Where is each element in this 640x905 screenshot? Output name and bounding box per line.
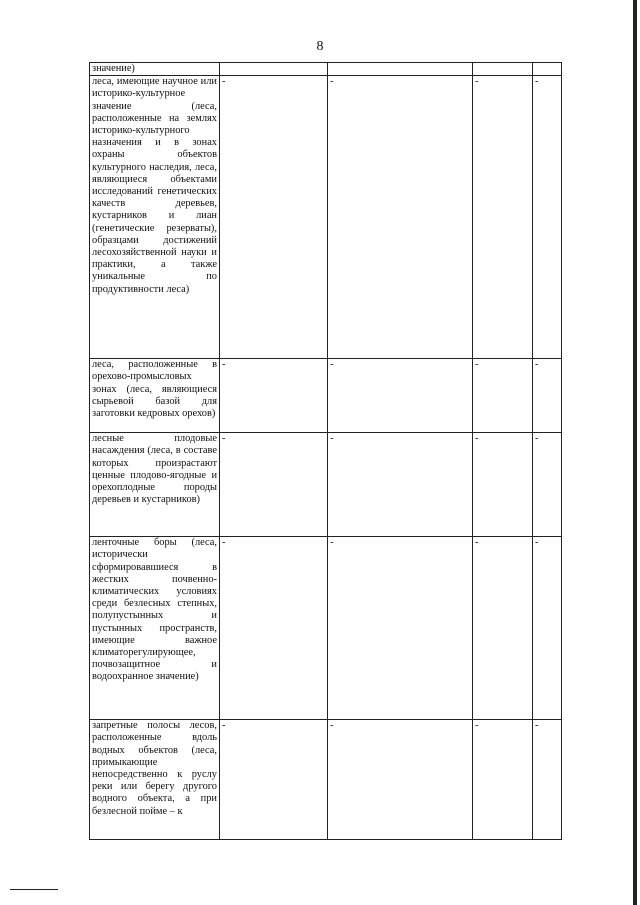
value-cell: -: [220, 433, 328, 537]
table-row: [90, 359, 562, 433]
forest-category-cell: [90, 76, 220, 359]
forest-category-text: ленточные боры (леса, исторически сформировавшиеся в жестких почвенно-климатических условиях среди безлесных степных, полупустынных и пустынных пространств, имеющие важное климаторегулирующее, почвозащитное и водоохранное значение): [92, 537, 217, 683]
value-cell: [220, 63, 328, 76]
table-row: [90, 76, 562, 359]
value-cell: [328, 63, 473, 76]
forest-category-cell: [90, 433, 220, 537]
forest-category-text: леса, имеющие научное или историко-культурное значение (леса, расположенные на землях историко-культурного назначения и в зонах охраны объектов культурного наследия, леса, являющиеся объектами исследований генетических качеств деревьев, кустарников и лиан (генетические резерваты), образцами достижений лесохозяйственной науки и практики, а также уникальные по продуктивности леса): [92, 76, 217, 295]
value-cell: -: [220, 720, 328, 840]
value-cell: -: [328, 720, 473, 840]
forest-category-cell: [90, 63, 220, 76]
value-cell: -: [473, 359, 533, 433]
value-cell: -: [328, 76, 473, 359]
table-row: [90, 63, 562, 76]
scan-edge-line: [633, 0, 637, 905]
value-cell: -: [473, 537, 533, 720]
value-cell: -: [533, 720, 562, 840]
value-cell: [473, 63, 533, 76]
value-cell: -: [328, 359, 473, 433]
forest-category-cell: [90, 537, 220, 720]
forest-category-table: [89, 62, 562, 840]
value-cell: -: [533, 76, 562, 359]
value-cell: -: [220, 537, 328, 720]
value-cell: -: [473, 76, 533, 359]
value-cell: -: [220, 76, 328, 359]
forest-category-text: значение): [92, 63, 135, 74]
table-row: [90, 433, 562, 537]
forest-category-text: лесные плодовые насаждения (леса, в составе которых произрастают ценные плодово-ягодные и орехоплодные породы деревьев и кустарников): [92, 433, 217, 506]
forest-category-text: леса, расположенные в орехово-промысловых зонах (леса, являющиеся сырьевой базой для заготовки кедровых орехов): [92, 359, 217, 420]
value-cell: [533, 63, 562, 76]
page-number: 8: [316, 39, 324, 54]
table-row: [90, 537, 562, 720]
value-cell: -: [473, 433, 533, 537]
value-cell: -: [533, 433, 562, 537]
value-cell: -: [533, 537, 562, 720]
forest-category-cell: [90, 359, 220, 433]
forest-category-cell: [90, 720, 220, 840]
table-row: [90, 720, 562, 840]
forest-category-text: запретные полосы лесов, расположенные вдоль водных объектов (леса, примыкающие непосредственно к руслу реки или берегу другого водного объекта, а при безлесной пойме – к: [92, 720, 217, 817]
value-cell: -: [328, 537, 473, 720]
footnote-rule: [10, 889, 58, 890]
value-cell: -: [533, 359, 562, 433]
value-cell: -: [220, 359, 328, 433]
value-cell: -: [473, 720, 533, 840]
value-cell: -: [328, 433, 473, 537]
